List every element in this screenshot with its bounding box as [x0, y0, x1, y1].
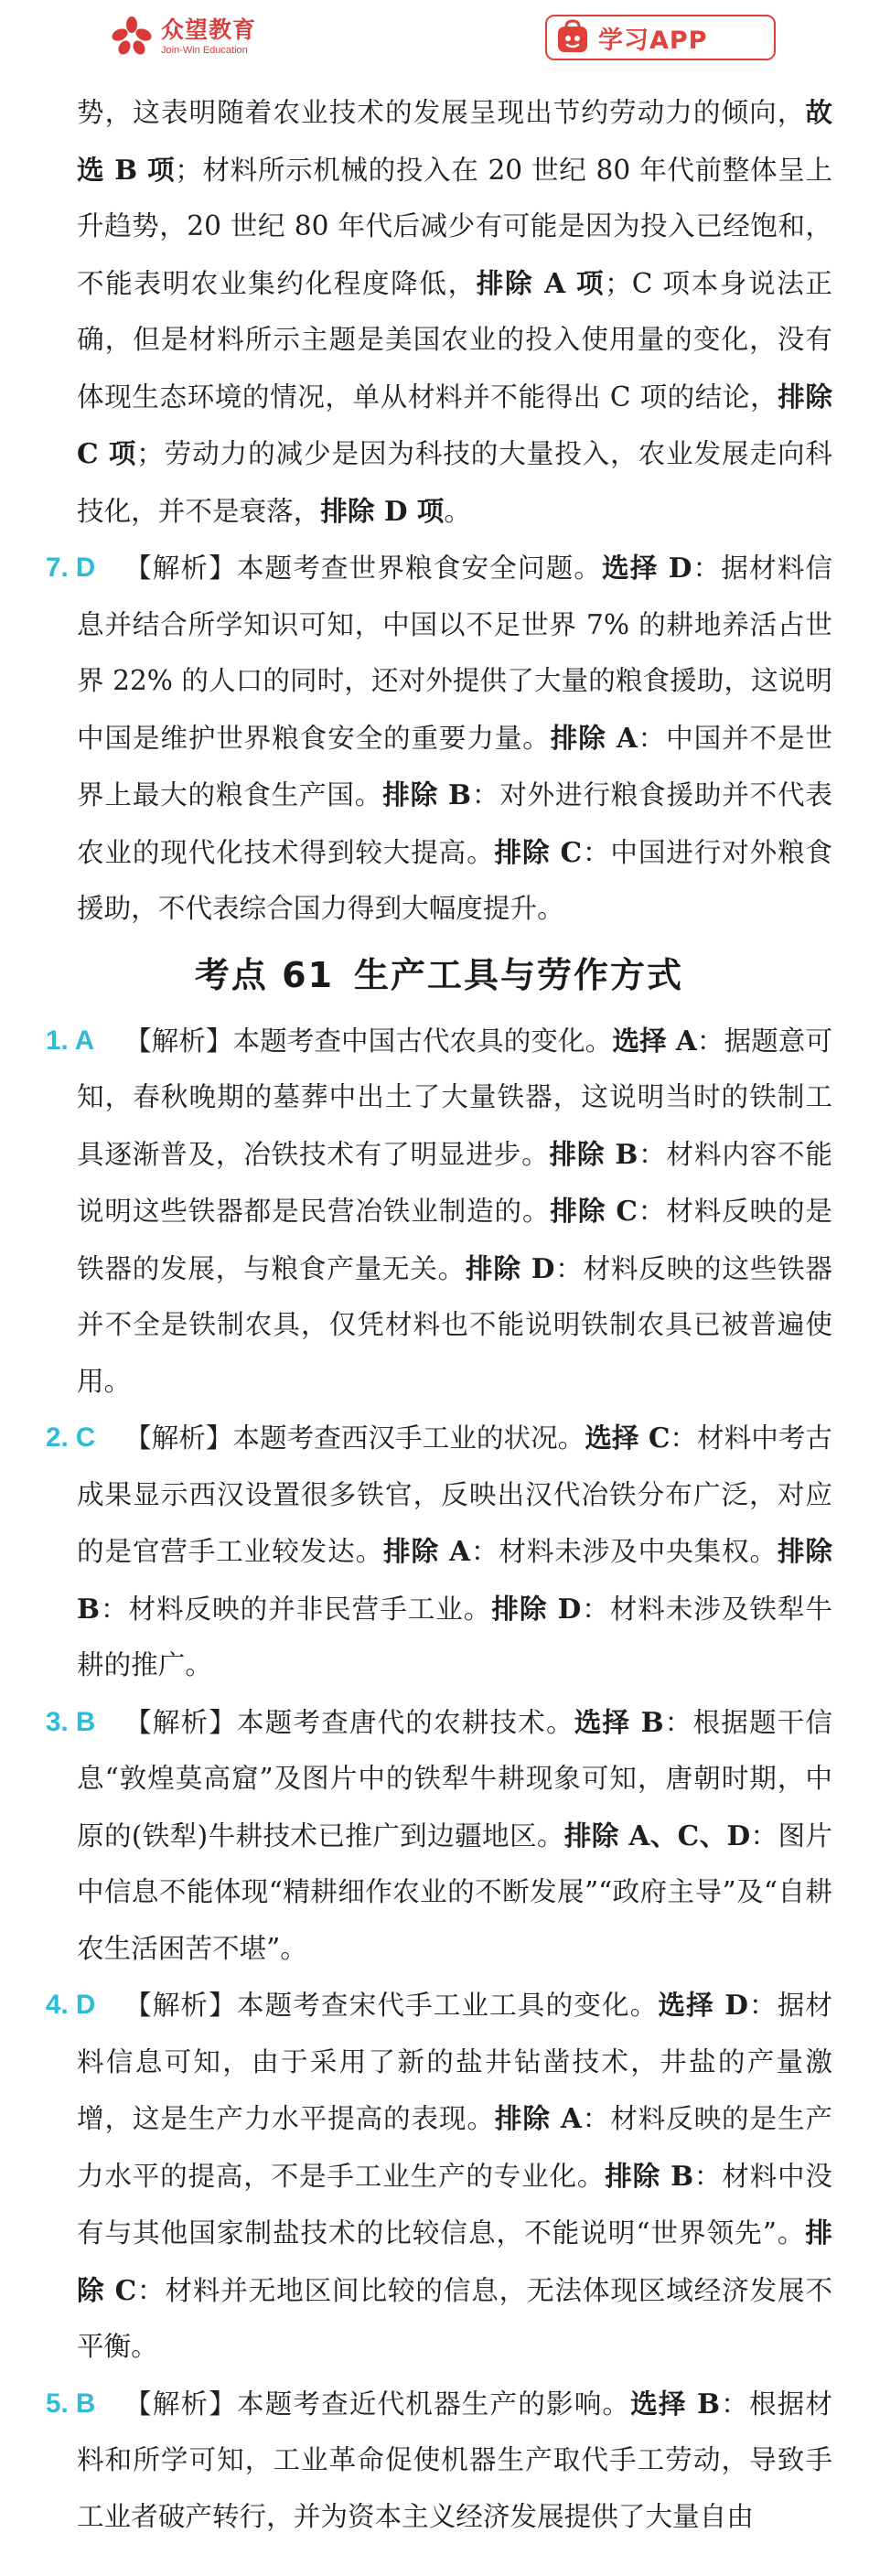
- answer-item-3: 3. B 【解析】本题考查唐代的农耕技术。选择 B：根据题干信息“敦煌莫高窟”及图片中的铁犁牛耕现象可知，唐朝时期，中原的(铁犁)牛耕技术已推广到边疆地区。排除 A、C、D：图片中信息不能体现“精耕细作农业的不断发展”“政府主导”及“自耕农生活困苦不堪”。: [46, 1694, 832, 1978]
- app-bag-icon: [554, 19, 591, 56]
- answer-number: 4. D: [46, 1990, 96, 2020]
- answer-number: 5. B: [46, 2388, 96, 2419]
- answer-number: 3. B: [46, 1706, 96, 1737]
- app-badge[interactable]: [545, 15, 776, 60]
- brand-flower-icon: [110, 15, 154, 59]
- section-label: 考点 61: [194, 954, 335, 995]
- section-heading: [46, 938, 832, 1013]
- brand-name-cn: 众望教育: [161, 16, 257, 43]
- answer-content: [46, 84, 832, 2545]
- answer-item-4: 4. D 【解析】本题考查宋代手工业工具的变化。选择 D：据材料信息可知，由于采用了新的盐井钻凿技术，井盐的产量激增，这是生产力水平提高的表现。排除 A：材料反映的是生产力水平的提高，不是手工业生产的专业化。排除 B：材料中没有与其他国家制盐技术的比较信息，不能说明“世界领先”。排除 C：材料并无地区间比较的信息，无法体现区域经济发展不平衡。: [46, 1977, 832, 2376]
- brand-logo: [110, 11, 256, 62]
- app-label: 学习APP: [598, 26, 708, 55]
- answer-item-7: 7. D 【解析】本题考查世界粮食安全问题。选择 D：据材料信息并结合所学知识可知，中国以不足世界 7% 的耕地养活占世界 22% 的人口的同时，还对外提供了大量的粮食援助，这说明中国是维护世界粮食安全的重要力量。排除 A：中国并不是世界上最大的粮食生产国。排除 B：对外进行粮食援助并不代表农业的现代化技术得到较大提高。排除 C：中国进行对外粮食援助，不代表综合国力得到大幅度提升。: [46, 540, 832, 938]
- section-title: 生产工具与劳作方式: [354, 954, 684, 995]
- answer-number: 2. C: [46, 1422, 96, 1453]
- answer-item-5: 5. B 【解析】本题考查近代机器生产的影响。选择 B：根据材料和所学可知，工业革命促使机器生产取代手工劳动，导致手工业者破产转行，并为资本主义经济发展提供了大量自由: [46, 2376, 832, 2546]
- page-header: [0, 0, 869, 73]
- intro-paragraph: 势，这表明随着农业技术的发展呈现出节约劳动力的倾向，故选 B 项；材料所示机械的投入在 20 世纪 80 年代前整体呈上升趋势，20 世纪 80 年代后减少有可能是因为投入已经饱和，不能表明农业集约化程度降低，排除 A 项；C 项本身说法正确，但是材料所示主题是美国农业的投入使用量的变化，没有体现生态环境的情况，单从材料并不能得出 C 项的结论，排除 C 项；劳动力的减少是因为科技的大量投入，农业发展走向科技化，并不是衰落，排除 D 项。: [77, 96, 833, 527]
- answer-item-2: 2. C 【解析】本题考查西汉手工业的状况。选择 C：材料中考古成果显示西汉设置很多铁官，反映出汉代冶铁分布广泛，对应的是官营手工业较发达。排除 A：材料未涉及中央集权。排除 B：材料反映的并非民营手工业。排除 D：材料未涉及铁犁牛耕的推广。: [46, 1410, 832, 1694]
- brand-name-en: Join-Win Education: [161, 45, 248, 56]
- answer-number: 7. D: [46, 553, 96, 583]
- answer-item-1: 1. A 【解析】本题考查中国古代农具的变化。选择 A：据题意可知，春秋晚期的墓葬中出土了大量铁器，这说明当时的铁制工具逐渐普及，冶铁技术有了明显进步。排除 B：材料内容不能说明这些铁器都是民营冶铁业制造的。排除 C：材料反映的是铁器的发展，与粮食产量无关。排除 D：材料反映的这些铁器并不全是铁制农具，仅凭材料也不能说明铁制农具已被普遍使用。: [46, 1013, 832, 1411]
- answer-number: 1. A: [46, 1025, 95, 1056]
